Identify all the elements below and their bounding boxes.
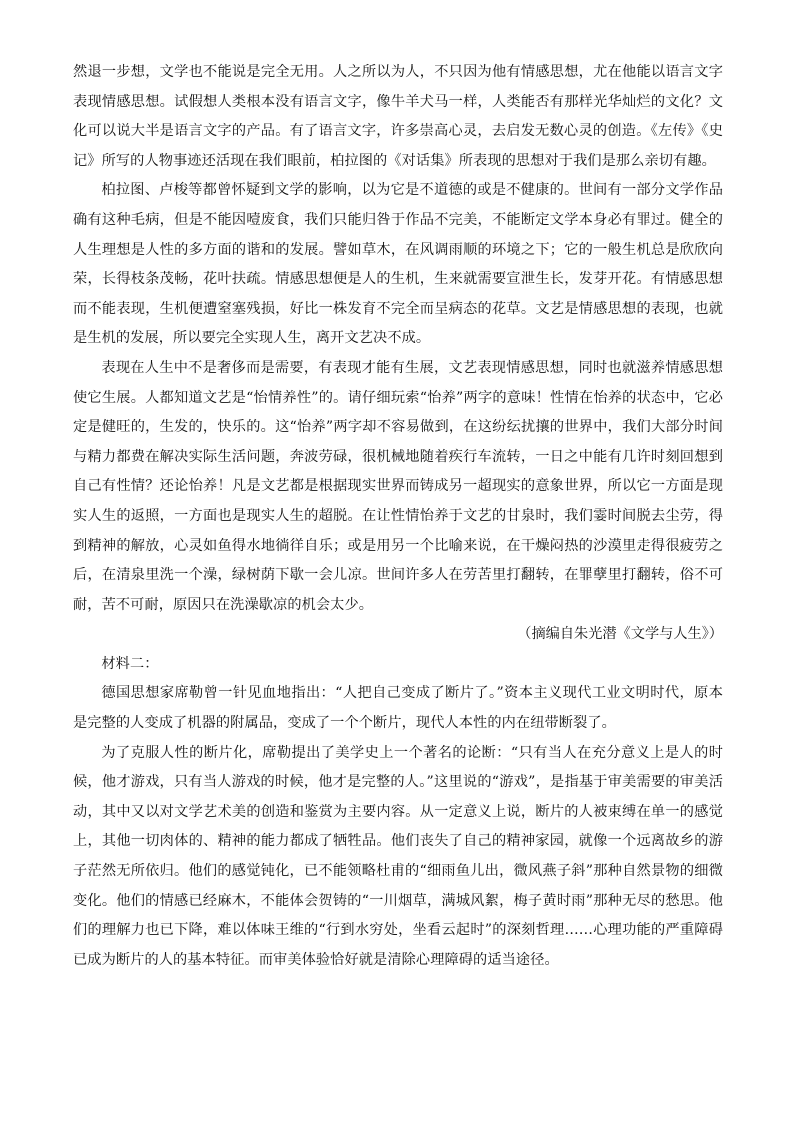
paragraph-2: 柏拉图、卢梭等都曾怀疑到文学的影响，以为它是不道德的或是不健康的。世间有一部分文学作品确有这种毛病，但是不能因噎废食，我们只能归咎于作品不完美，不能断定文学本身必有罪过。健全的人生理想是人性的多方面的谐和的发展。譬如草木，在风调雨顺的环境之下；它的一般生机总是欣欣向荣，长得枝条茂畅，花叶扶疏。情感思想便是人的生机，生来就需要宣泄生长，发芽开花。有情感思想而不能表现，生机便遭窒塞残损，好比一株发育不完全而呈病态的花草。文艺是情感思想的表现，也就是生机的发展，所以要完全实现人生，离开文艺决不成。 bbox=[73, 182, 723, 347]
paragraph-1: 然退一步想，文学也不能说是完全无用。人之所以为人，不只因为他有情感思想，尤在他能以语言文字表现情感思想。试假想人类根本没有语言文字，像牛羊犬马一样，人类能否有那样光华灿烂的文化？文化可以说大半是语言文字的产品。有了语言文字，许多崇高心灵，去启发无数心灵的创造。《左传》《史记》所写的人物事迹还活现在我们眼前，柏拉图的《对话集》所表现的思想对于我们是那么亲切有趣。 bbox=[73, 64, 723, 169]
paragraph-4: 德国思想家席勒曾一针见血地指出：“人把自己变成了断片了。”资本主义现代工业文明时代，原本是完整的人变成了机器的附属品，变成了一个个断片，现代人本性的内在纽带断裂了。 bbox=[73, 685, 723, 732]
document-page bbox=[73, 58, 723, 975]
material-label: 材料二： bbox=[101, 655, 159, 672]
paragraph-3: 表现在人生中不是奢侈而是需要，有表现才能有生展，文艺表现情感思想，同时也就滋养情感思想使它生展。人都知道文艺是“怡情养性”的。请仔细玩索“怡养”两字的意味！性情在怡养的状态中，它必定是健旺的，生发的，快乐的。这“怡养”两字却不容易做到，在这纷纭扰攘的世界中，我们大部分时间与精力都费在解决实际生活问题，奔波劳碌，很机械地随着疾行车流转，一日之中能有几许时刻回想到自己有性情？还论怡养！凡是文艺都是根据现实世界而铸成另一超现实的意象世界，所以它一方面是现实人生的返照，一方面也是现实人生的超脱。在让性情怡养于文艺的甘泉时，我们霎时间脱去尘劳，得到精神的解放，心灵如鱼得水地徜徉自乐；或是用另一个比喻来说，在干燥闷热的沙漠里走得很疲劳之后，在清泉里洗一个澡，绿树荫下歇一会儿凉。世间许多人在劳苦里打翻转，在罪孽里打翻转，俗不可耐，苦不可耐，原因只在洗澡歇凉的机会太少。 bbox=[73, 359, 723, 613]
source-note: （摘编自朱光潜《文学与人生》） bbox=[517, 626, 723, 643]
paragraph-5: 为了克服人性的断片化，席勒提出了美学史上一个著名的论断：“只有当人在充分意义上是人的时候，他才游戏，只有当人游戏的时候，他才是完整的人。”这里说的“游戏”，是指基于审美需要的审美活动，其中又以对文学艺术美的创造和鉴赏为主要内容。从一定意义上说，断片的人被束缚在单一的感觉上，其他一切肉体的、精神的能力都成了牺牲品。他们丧失了自己的精神家园，就像一个远离故乡的游子茫然无所依归。他们的感觉钝化，已不能领略杜甫的“细雨鱼儿出，微风燕子斜”那种自然景物的细微变化。他们的情感已经麻木，不能体会贺铸的“一川烟草，满城风絮，梅子黄时雨”那种无尽的愁思。他们的理解力也已下降，难以体味王维的“行到水穷处，坐看云起时”的深刻哲理……心理功能的严重障碍已成为断片的人的基本特征。而审美体验恰好就是清除心理障碍的适当途径。 bbox=[73, 744, 723, 968]
